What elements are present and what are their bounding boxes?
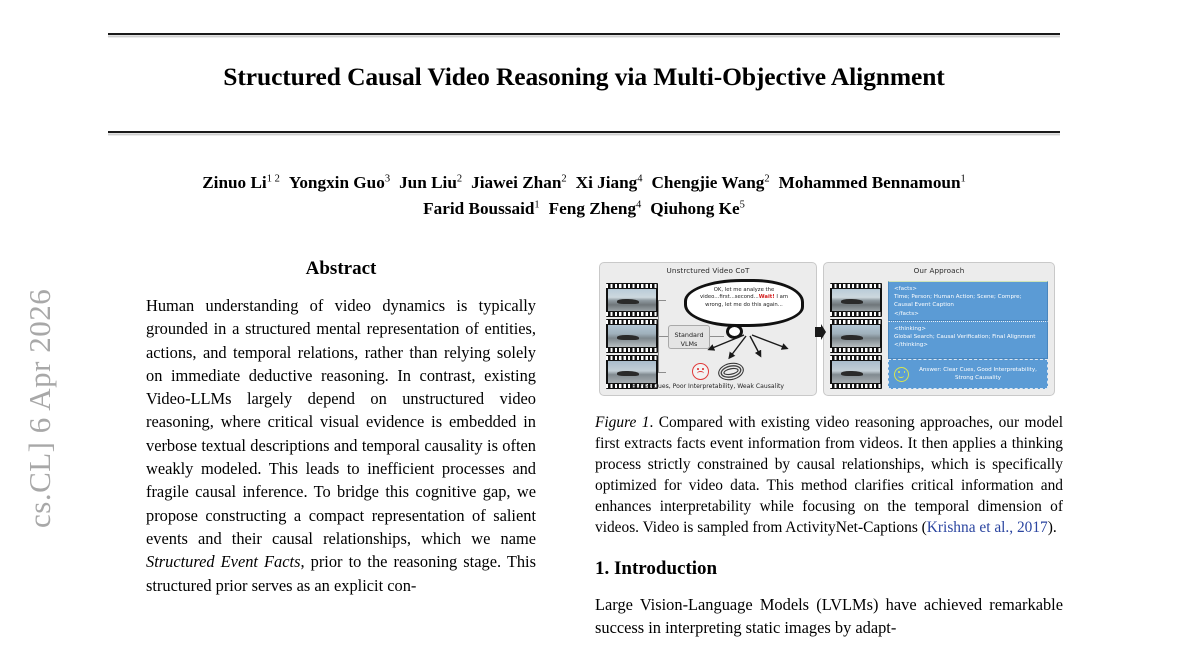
title-rule-bottom (108, 131, 1060, 133)
panel-footer-unstructured: Buried Cues, Poor Interpretability, Weak Causality (631, 382, 785, 390)
fan-arrows (700, 333, 796, 363)
figure-panel-unstructured (599, 262, 817, 396)
figure-panel-our-approach (823, 262, 1055, 396)
figure-1-caption (595, 412, 1063, 538)
author: Farid Boussaid$^1$ (423, 199, 540, 218)
arxiv-stamp-text: cs.CL] 6 Apr 2026 (22, 288, 57, 528)
author-line-1 (108, 170, 1060, 196)
title-rule-top (108, 33, 1060, 35)
section-heading-introduction: 1. Introduction (595, 558, 718, 579)
answer-text: Answer: Clear Cues, Good Interpretability, Strong Causality (919, 366, 1037, 381)
panel-title-unstructured: Unstrctured Video CoT (666, 266, 750, 275)
abstract-column (146, 258, 536, 597)
author-line-2 (108, 196, 1060, 222)
transition-arrow-icon (814, 324, 827, 340)
author: Mohammed Bennamoun$^1$ (778, 173, 966, 192)
abstract-text (146, 294, 536, 597)
page-title: Structured Causal Video Reasoning via Multi-Objective Alignment (223, 62, 945, 91)
author: Chengjie Wang$^2$ (651, 173, 770, 192)
filmstrip-frame (606, 319, 658, 353)
connector-line (658, 372, 666, 373)
scribble-icon (717, 360, 746, 382)
citation-link[interactable]: Krishna et al., 2017 (926, 519, 1048, 536)
thinking-box (888, 321, 1048, 359)
abstract-part-1: Human understanding of video dynamics is typically grounded in a structured mental representation of entities, actions, and temporal relations, rather than relying solely on immediate deductive reasoning. In contrast, existing Video-LLMs largely depend on unstructured video reasoning, where critical visual evidence is embedded in verbose textual descriptions and temporal causality is often weakly modeled. This leads to inefficient processes and fragile causal inference. To bridge this cognitive gap, we propose constructing a compact representation of salient events and their causal relationships, which we name (146, 296, 536, 548)
thinking-body: Global Search; Causal Verification; Final Alignment (894, 334, 1036, 341)
answer-box (888, 359, 1048, 389)
figure-label: Figure 1 (595, 414, 650, 431)
speech-bubble (684, 279, 804, 327)
figure-caption-part-1: . Compared with existing video reasoning approaches, our model first extracts facts event information from videos. It then applies a thinking process strictly constrained by causal relationships, which is specifically optimized for video data. This method clarifies critical information and enhances interpretability while focusing on the temporal dimension of videos. Video is sampled from ActivityNet-Captions ( (595, 414, 1063, 536)
author: Xi Jiang$^4$ (575, 173, 643, 192)
author: Qiuhong Ke$^5$ (650, 199, 745, 218)
panel-title-our-approach: Our Approach (913, 266, 965, 275)
figure-1-image (595, 258, 1059, 402)
sad-face-icon (692, 363, 709, 380)
connector-line (658, 300, 666, 301)
filmstrip-frame (830, 283, 882, 317)
author-list (108, 170, 1060, 222)
facts-open-tag: <facts> (894, 286, 917, 292)
author: Yongxin Guo$^3$ (288, 173, 391, 192)
author: Jun Liu$^2$ (399, 173, 463, 192)
author: Jiawei Zhan$^2$ (471, 173, 567, 192)
filmstrip-frame (830, 355, 882, 389)
figure-column (595, 258, 1063, 640)
introduction-text: Large Vision-Language Models (LVLMs) have achieved remarkable success in interpreting static images by adapt- (595, 595, 1063, 638)
facts-box (888, 281, 1048, 321)
warn-text: Wait! (758, 294, 775, 301)
standard-vlms-box: Standard VLMs (668, 325, 710, 349)
facts-close-tag: </facts> (894, 310, 919, 317)
facts-body: Time; Person; Human Action; Scene; Compre; Causal Event Caption (894, 294, 1022, 309)
figure-caption-part-2: ). (1047, 519, 1057, 536)
abstract-part-2: , prior to the reasoning stage. This structured prior serves as an explicit con- (146, 552, 536, 595)
abstract-emphasis: Structured Event Facts (146, 552, 301, 572)
thinking-close-tag: </thinking> (894, 342, 928, 349)
speech-bubble-text: OK, let me analyze the video...first...second...Wait! I am wrong, let me do this again... (699, 287, 789, 308)
filmstrip-frame (606, 283, 658, 317)
arxiv-stamp (0, 0, 64, 648)
author: Zinuo $Li^{1 2}$ (202, 173, 280, 192)
author: Feng Zheng$^4$ (548, 199, 642, 218)
thinking-open-tag: <thinking> (894, 326, 927, 332)
smiley-face-icon (894, 367, 909, 382)
filmstrip-frame (830, 319, 882, 353)
abstract-heading: Abstract (305, 258, 377, 279)
